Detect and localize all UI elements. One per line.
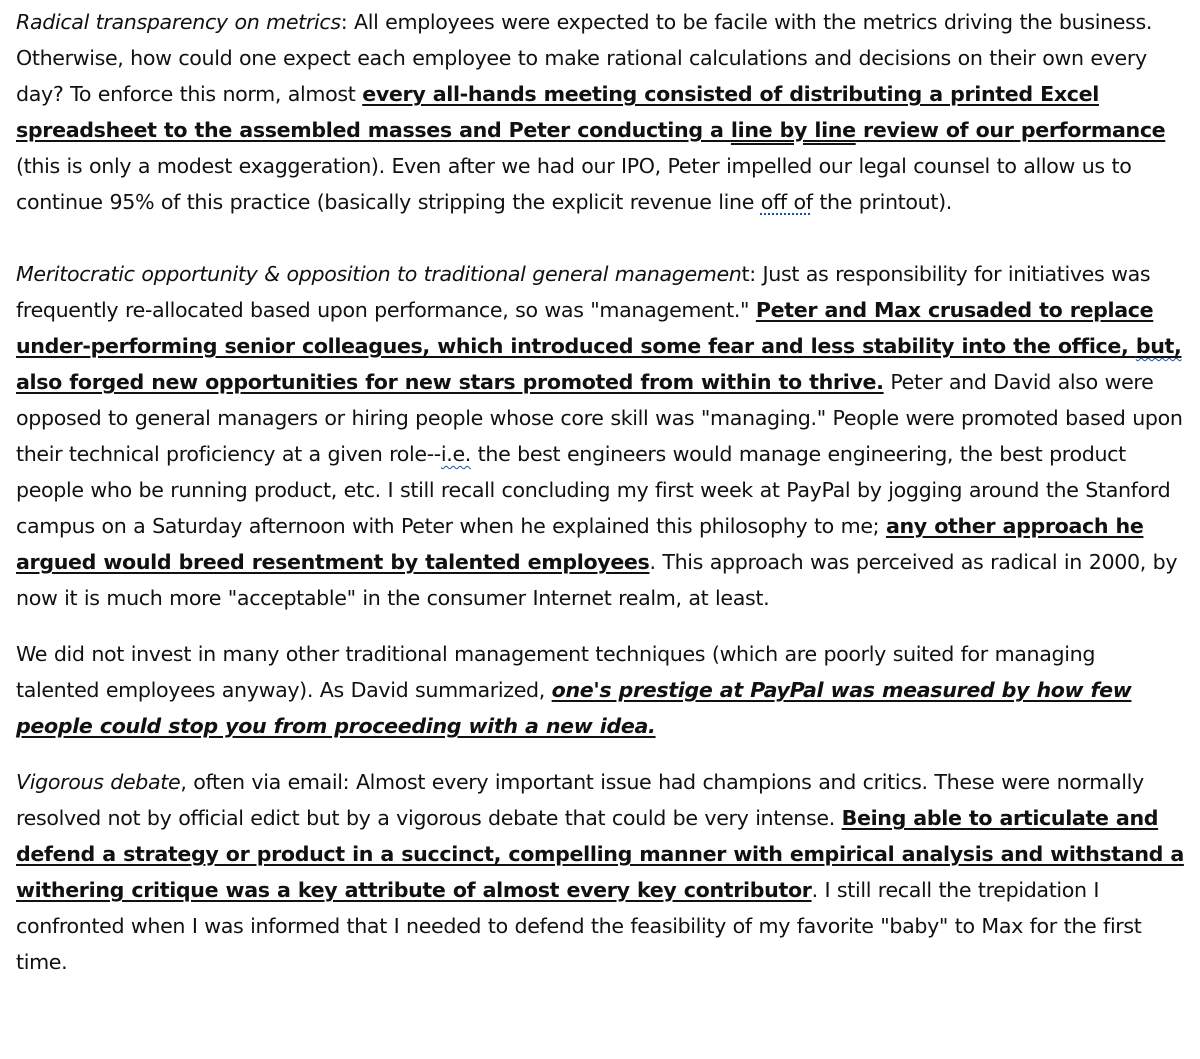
body-text: We did not invest in many other traditional management techniques (which are poorly suited for managing talented employees anyway). As David summarized, <box>16 642 1096 702</box>
emphasized-segment: review of our performance <box>855 118 1166 142</box>
paragraph-meritocratic-opportunity <box>16 256 1184 616</box>
body-text: (this is only a modest exaggeration). Even after we had our IPO, Peter impelled our legal counsel to allow us to continue 95% of this practice (basically stripping the explicit revenue line <box>16 154 1132 214</box>
body-text: : All employees were expected to be facile with the metrics driving the business. Otherwise, how could one expect each employee to make rational calculations and decisions on their own every day? To enforce this norm, almost <box>16 10 1153 106</box>
paragraph-vigorous-debate <box>16 764 1184 980</box>
body-text: . This approach was perceived as radical in 2000, by now it is much more "acceptable" in the consumer Internet realm, at least. <box>16 550 1178 610</box>
emphasized-text: Being able to articulate and defend a strategy or product in a succinct, compelling manner with empirical analysis and withstand a withering critique was a key attribute of almost every key contributor <box>16 806 1184 902</box>
body-text: the best engineers would manage engineering, the best product people who be running product, etc. I still recall concluding my first week at PayPal by jogging around the Stanford campus on a Saturday afternoon with Peter when he explained this philosophy to me; <box>16 442 1171 538</box>
body-text: : Just as responsibility for initiatives was frequently re-allocated based upon performance, so was "management." <box>16 262 1151 322</box>
grammar-flag[interactable]: off of <box>760 190 813 214</box>
body-text: Peter and David also were opposed to general managers or hiring people whose core skill was "managing." People were promoted based upon their technical proficiency at a given role-- <box>16 370 1183 466</box>
emphasized-segment: Peter and Max crusaded to replace under-performing senior colleagues, which introduced some fear and less stability into the office, <box>16 298 1154 358</box>
emphasized-segment: line by line <box>730 118 856 142</box>
emphasized-text: any other approach he argued would breed resentment by talented employees <box>16 514 1144 574</box>
paragraph-radical-transparency <box>16 4 1184 220</box>
grammar-flag[interactable]: but, <box>1135 334 1182 358</box>
emphasized-segment: also forged new opportunities for new stars promoted from within to thrive. <box>16 370 884 394</box>
emphasized-segment: every all-hands meeting consisted of distributing a printed Excel spreadsheet to the assembled masses and Peter conducting a <box>16 82 1099 142</box>
paragraph-lead-term: Meritocratic opportunity & opposition to traditional general managemen <box>16 262 742 286</box>
body-text: the printout). <box>812 190 952 214</box>
body-text: , often via email: Almost every important issue had champions and critics. These were normally resolved not by official edict but by a vigorous debate that could be very intense. <box>16 770 1144 830</box>
grammar-flag[interactable]: i.e. <box>440 442 471 466</box>
paragraph-lead-term: Radical transparency on metrics <box>16 10 341 34</box>
body-text: . I still recall the trepidation I confronted when I was informed that I needed to defend the feasibility of my favorite "baby" to Max for the first time. <box>16 878 1142 974</box>
paragraph-lead-term-tail: t <box>741 262 750 286</box>
paragraph-management-techniques <box>16 636 1184 744</box>
emphasized-text: one's prestige at PayPal was measured by how few people could stop you from proceeding with a new idea. <box>16 678 1132 738</box>
paragraph-lead-term: Vigorous debate <box>16 770 181 794</box>
